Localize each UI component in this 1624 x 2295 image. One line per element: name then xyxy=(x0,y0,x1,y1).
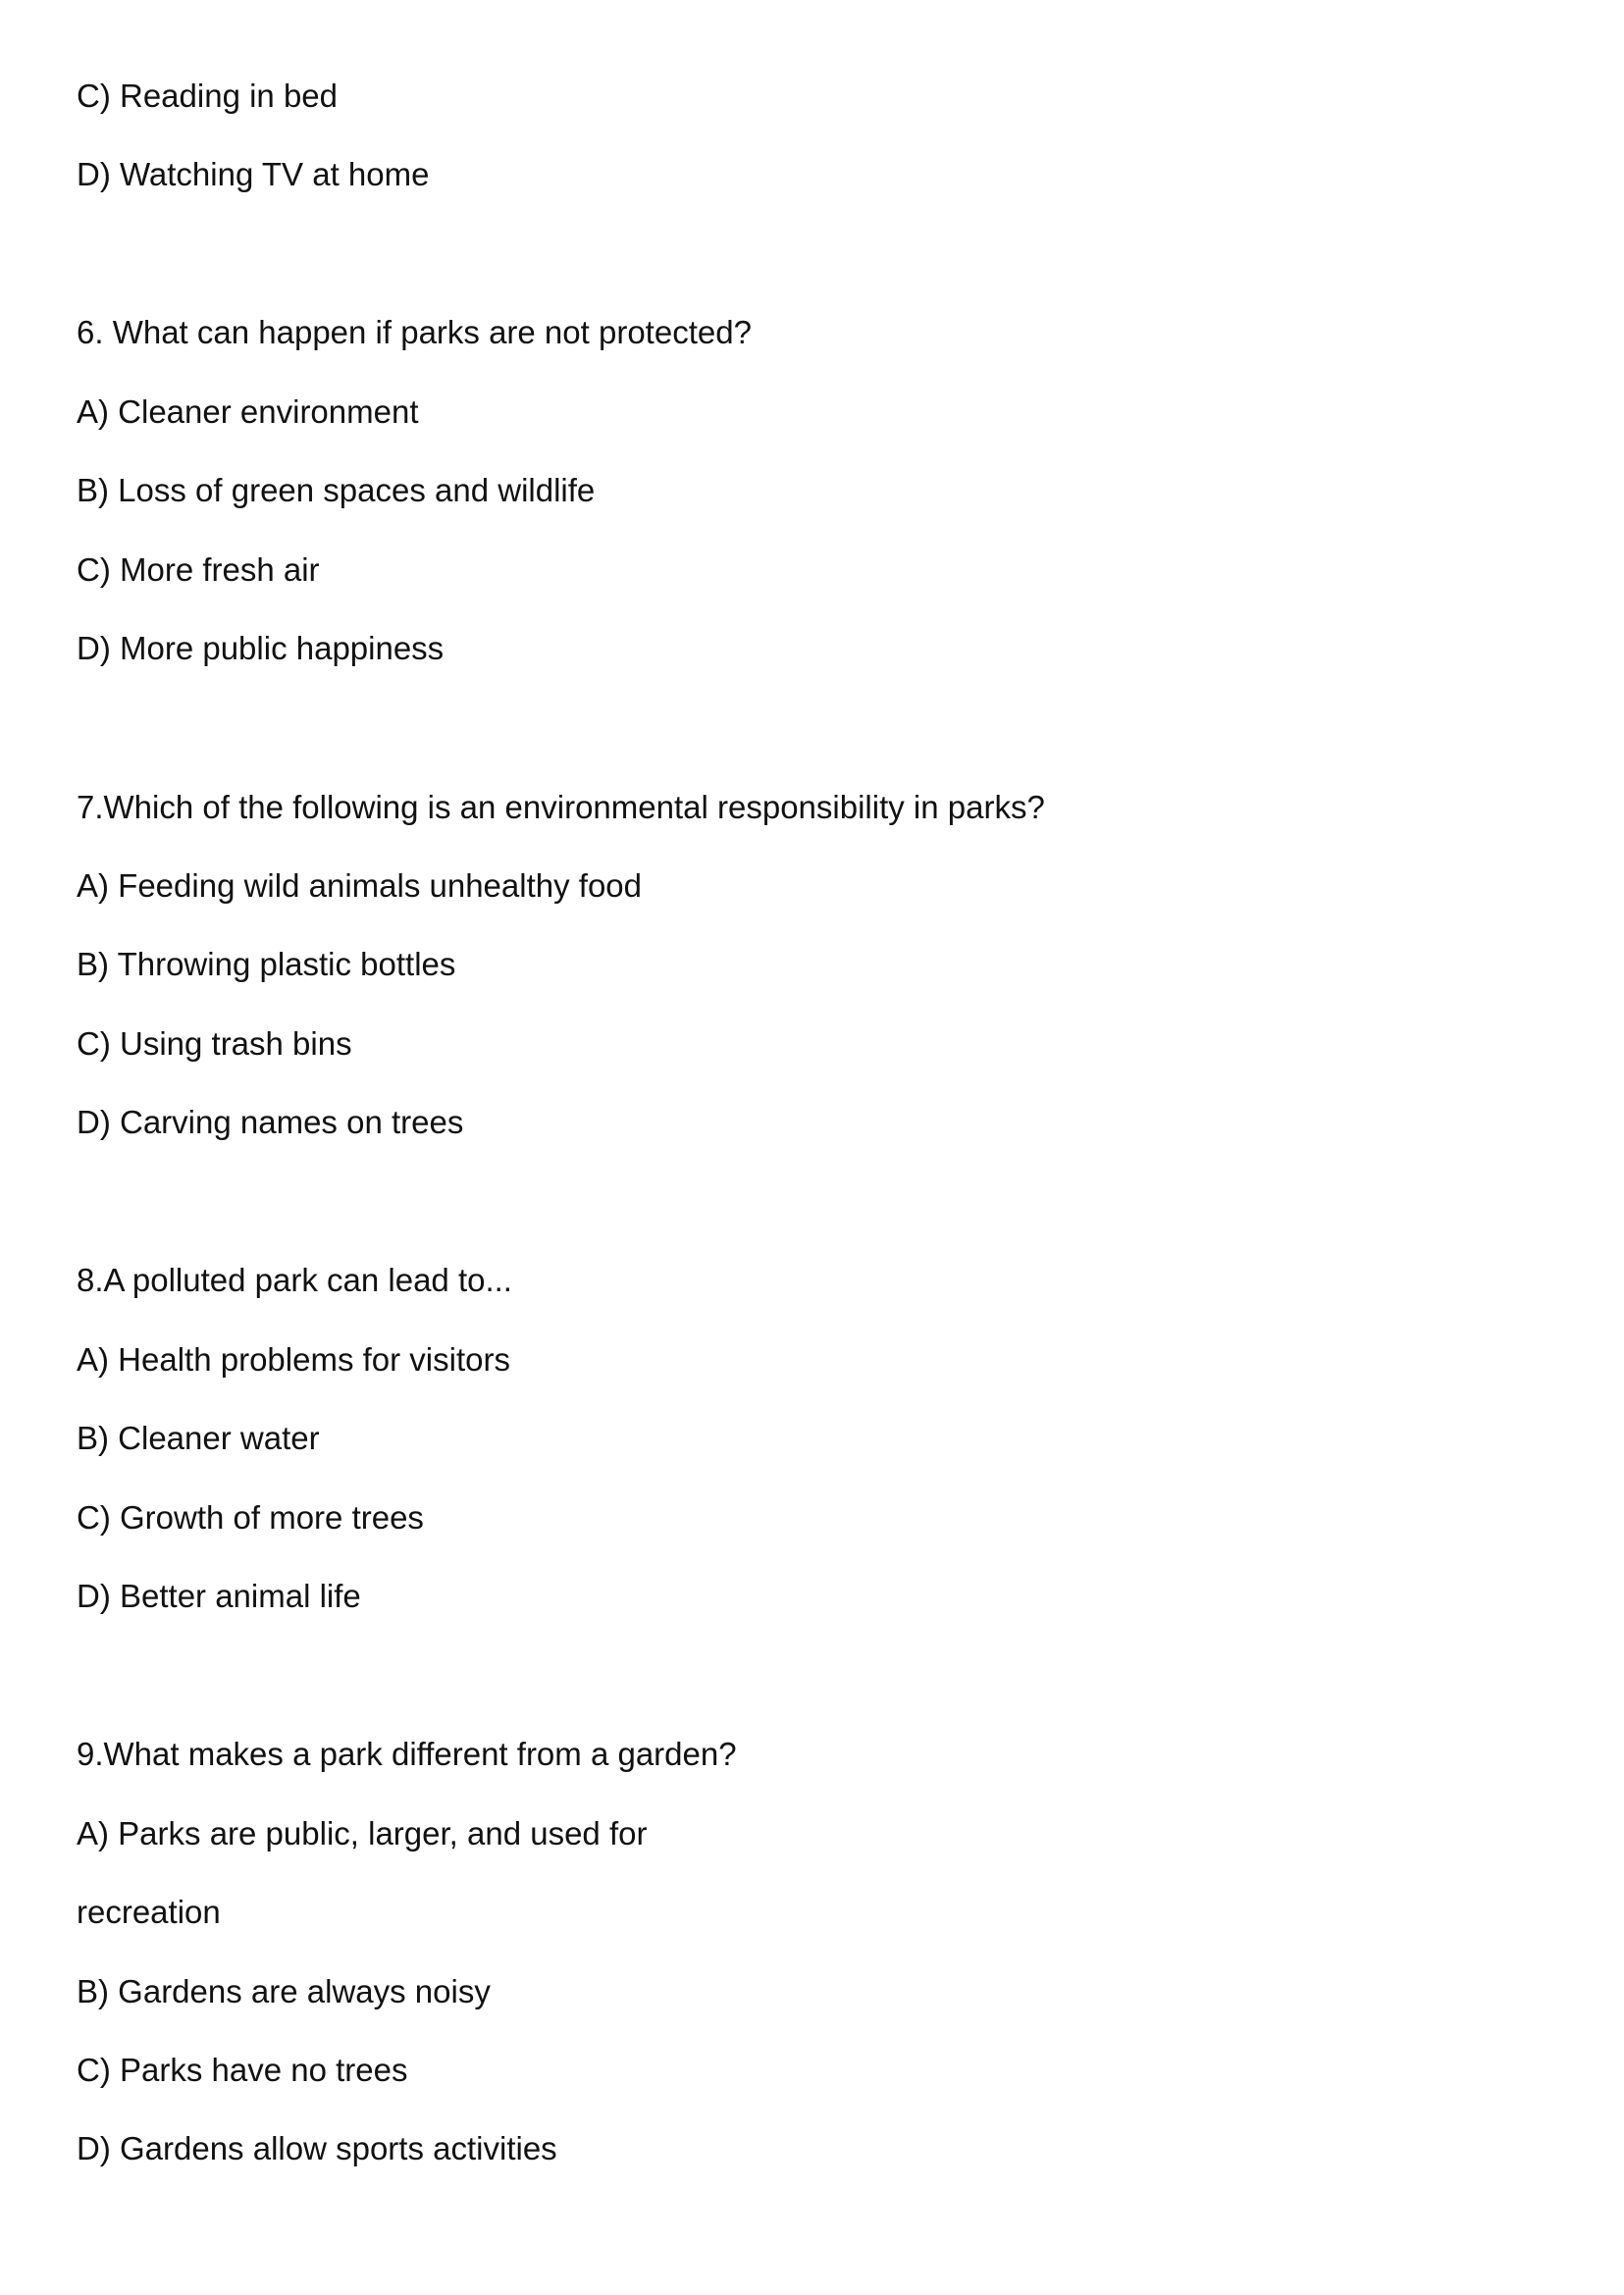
q5-option-c: C) Reading in bed xyxy=(77,78,338,114)
q8-question: 8.A polluted park can lead to... xyxy=(77,1262,512,1298)
q5-option-d: D) Watching TV at home xyxy=(77,156,430,192)
q6-question: 6. What can happen if parks are not protected? xyxy=(77,314,752,350)
q8-option-c: C) Growth of more trees xyxy=(77,1499,424,1536)
q7-option-b: B) Throwing plastic bottles xyxy=(77,946,456,982)
q6-option-a: A) Cleaner environment xyxy=(77,393,419,430)
q6-option-c: C) More fresh air xyxy=(77,551,320,588)
q6-option-d: D) More public happiness xyxy=(77,630,445,666)
q9-option-c: C) Parks have no trees xyxy=(77,2052,408,2088)
q6-option-b: B) Loss of green spaces and wildlife xyxy=(77,472,596,508)
q7-option-c: C) Using trash bins xyxy=(77,1025,352,1062)
q7-option-d: D) Carving names on trees xyxy=(77,1104,464,1140)
q8-option-b: B) Cleaner water xyxy=(77,1420,320,1456)
q8-option-d: D) Better animal life xyxy=(77,1578,361,1614)
q8-option-a: A) Health problems for visitors xyxy=(77,1341,510,1378)
q9-option-d: D) Gardens allow sports activities xyxy=(77,2130,557,2166)
q7-question: 7.Which of the following is an environmental responsibility in parks? xyxy=(77,789,1045,825)
q9-question: 9.What makes a park different from a garden? xyxy=(77,1736,737,1772)
q9-option-a-line2: recreation xyxy=(77,1894,221,1930)
q9-option-a-line1: A) Parks are public, larger, and used for xyxy=(77,1815,648,1852)
q9-option-b: B) Gardens are always noisy xyxy=(77,1973,491,2009)
q7-option-a: A) Feeding wild animals unhealthy food xyxy=(77,867,643,904)
